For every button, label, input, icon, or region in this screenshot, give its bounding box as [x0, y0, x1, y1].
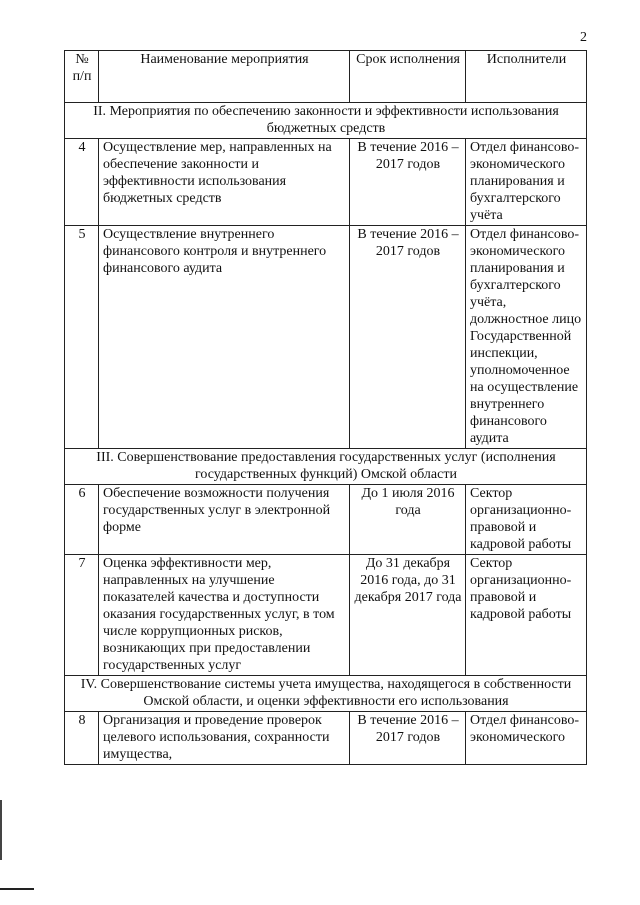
row-num: 4 — [65, 139, 99, 226]
row-name: Обеспечение возможности получения государственных услуг в электронной форме — [99, 485, 350, 555]
section-row — [65, 449, 587, 485]
table-row — [65, 139, 587, 226]
header-num: № п/п — [65, 51, 99, 103]
row-executors: Отдел финансово-экономического — [466, 712, 587, 765]
section-row — [65, 676, 587, 712]
header-name: Наименование мероприятия — [99, 51, 350, 103]
header-term: Срок исполнения — [350, 51, 466, 103]
table-row — [65, 712, 587, 765]
row-name: Осуществление мер, направленных на обеспечение законности и эффективности использования бюджетных средств — [99, 139, 350, 226]
section-title: III. Совершенствование предоставления государственных услуг (исполнения государственных функций) Омской области — [65, 449, 587, 485]
row-name: Осуществление внутреннего финансового контроля и внутреннего финансового аудита — [99, 226, 350, 449]
table-row — [65, 226, 587, 449]
section-title: IV. Совершенствование системы учета имущества, находящегося в собственности Омской области, и оценки эффективности его использования — [65, 676, 587, 712]
row-term: В течение 2016 – 2017 годов — [350, 226, 466, 449]
row-executors: Отдел финансово-экономического планирования и бухгалтерского учёта — [466, 139, 587, 226]
row-term: До 31 декабря 2016 года, до 31 декабря 2017 года — [350, 555, 466, 676]
row-num: 6 — [65, 485, 99, 555]
scan-margin-mark — [0, 800, 8, 860]
row-term: В течение 2016 – 2017 годов — [350, 139, 466, 226]
row-num: 5 — [65, 226, 99, 449]
row-executors: Отдел финансово-экономического планирования и бухгалтерского учёта, должностное лицо Государственной инспекции, уполномоченное на осуществление внутреннего финансового аудита — [466, 226, 587, 449]
table-row — [65, 555, 587, 676]
row-name: Оценка эффективности мер, направленных на улучшение показателей качества и доступности оказания государственных услуг, в том числе коррупционных рисков, возникающих при предоставлении государственных услуг — [99, 555, 350, 676]
section-title: II. Мероприятия по обеспечению законности и эффективности использования бюджетных средств — [65, 103, 587, 139]
table-row — [65, 485, 587, 555]
table-header-row — [65, 51, 587, 103]
row-term: До 1 июля 2016 года — [350, 485, 466, 555]
action-plan-table — [64, 50, 587, 765]
row-name: Организация и проведение проверок целевого использования, сохранности имущества, — [99, 712, 350, 765]
page-number: 2 — [580, 30, 587, 45]
row-num: 8 — [65, 712, 99, 765]
header-executors: Исполнители — [466, 51, 587, 103]
row-term: В течение 2016 – 2017 годов — [350, 712, 466, 765]
section-row — [65, 103, 587, 139]
row-executors: Сектор организационно-правовой и кадровой работы — [466, 485, 587, 555]
scan-edge-line — [0, 888, 34, 890]
row-num: 7 — [65, 555, 99, 676]
row-executors: Сектор организационно-правовой и кадровой работы — [466, 555, 587, 676]
